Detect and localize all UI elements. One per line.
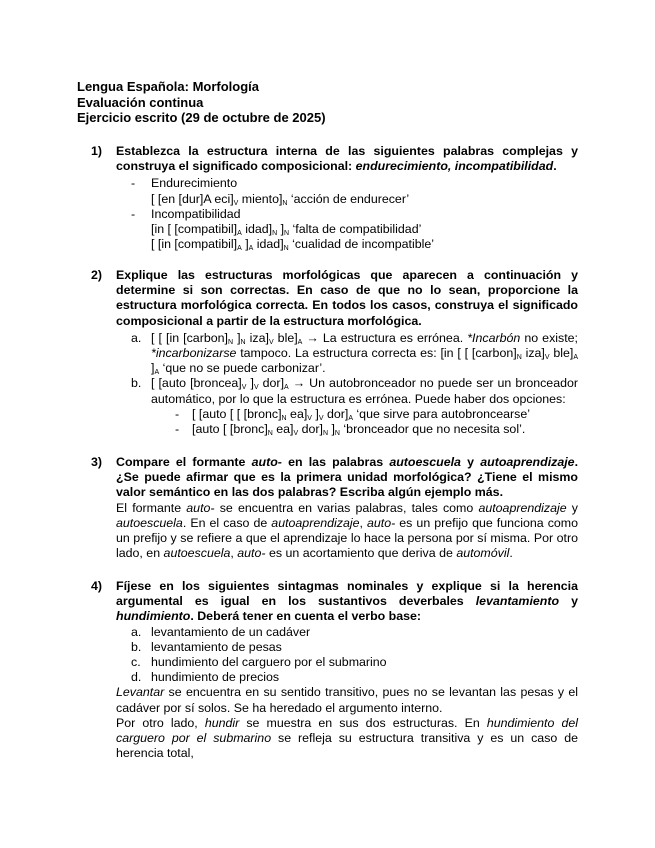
answer-paragraph: Levantar se encuentra en su sentido transitivo, pues no se levantan las pesas y el cadáver por sí solos. Se ha heredado el argumento interno.	[116, 685, 578, 715]
list-item: - [ [auto [ [ $[bronc]_N$ $ea]_V$ ]$_V$ $dor]_A$ ‘que sirve para autobroncearse’	[175, 407, 578, 422]
answer-list	[131, 176, 578, 252]
question-prompt: Compare el formante auto- en las palabras autoescuela y autoaprendizaje. ¿Se puede afirmar que es la primera unidad morfológica? ¿Tiene el mismo valor semántico en las dos palabras? Escriba algún ejemplo más.	[116, 455, 579, 500]
question-3	[91, 455, 578, 561]
question-number: 1)	[91, 144, 103, 158]
list-item: a. [ [ [in $[carbon]_N$ ]$_N$ $iza]_V$ $ble]_A \to La$ estructura es errónea. *Incarbón no existe; *incarbonizarse tampoco. La estructura correcta es: [in [ [ $[carbon]_N$ $iza]_V$ $ble]_A$ ]$_A$ ‘que no se puede carbonizar’.	[131, 330, 579, 377]
document-header	[77, 79, 326, 126]
list-item: d. hundimiento de precios	[131, 670, 280, 685]
question-1	[91, 144, 578, 252]
structure-line: [in [ $[compatibil]_A$ $idad]_N$ ]$_N$ ‘falta de compatibilidad’	[151, 222, 422, 238]
question-prompt: Explique las estructuras morfológicas que aparecen a continuación y determine si son correctas. En caso de que no lo sean, proporcione la estructura morfológica correcta. En todos los casos, construya el significado composicional a partir de la estructura morfológica.	[116, 268, 578, 328]
answer-paragraph: El formante auto- se encuentra en varias palabras, tales como autoaprendizaje y autoescuela. En el caso de autoaprendizaje, auto- es un prefijo que funciona como un prefijo y se refiere a que el aprendizaje lo hace la persona por sí misma. Por otro lado, en autoescuela, auto- es un acortamiento que deriva de automóvil.	[116, 500, 578, 561]
question-number: 4)	[91, 579, 103, 593]
question-number: 2)	[91, 268, 103, 282]
structure-line: [ [in $[compatibil]_A$ ]$_A$ $idad]_N$ ‘cualidad de incompatible’	[151, 237, 435, 253]
list-item: c. hundimiento del carguero por el submarino	[131, 655, 387, 670]
list-item: - Endurecimiento	[131, 176, 578, 191]
list-item: a. levantamiento de un cadáver	[131, 624, 311, 639]
question-2	[91, 268, 578, 437]
option-list	[175, 407, 578, 437]
course-title: Lengua Española: Morfología	[77, 79, 260, 94]
question-number: 3)	[91, 455, 103, 469]
answer-paragraph: Por otro lado, hundir se muestra en sus dos estructuras. En hundimiento del carguero por el submarino se refleja su estructura transitiva y es un caso de herencia total,	[116, 715, 578, 761]
evaluation-title: Evaluación continua	[77, 94, 204, 110]
question-prompt: Establezca la estructura interna de las siguientes palabras complejas y construya el significado composicional: endurecimiento, incompatibilidad.	[116, 144, 578, 174]
list-item: - Incompatibilidad	[131, 207, 578, 222]
list-item: b. [ [auto $[broncea]_V$ ]$_V$ $dor]_A \to Un$ autobronceador no puede ser un bronceador automático, por lo que la estructura es errónea. Puede haber dos opciones:	[131, 376, 578, 406]
structure-line: [ [en [dur]A $eci]_V$ $miento]_N$ ‘acción de endurecer’	[151, 191, 410, 207]
exercise-title: Ejercicio escrito (29 de octubre de 2025)	[77, 110, 326, 125]
phrase-list	[131, 625, 578, 686]
list-item: - [auto [ $[bronc]_N$ $ea]_V$ $dor]_N$ ]$_N$ ‘bronceador que no necesita sol’.	[175, 422, 578, 437]
question-prompt: Fíjese en los siguientes sintagmas nominales y explique si la herencia argumental es igual en los sustantivos deverbales levantamiento y hundimiento. Deberá tener en cuenta el verbo base:	[116, 579, 578, 624]
list-item: b. levantamiento de pesas	[131, 639, 282, 654]
question-4	[91, 579, 578, 761]
answer-list	[131, 331, 578, 407]
